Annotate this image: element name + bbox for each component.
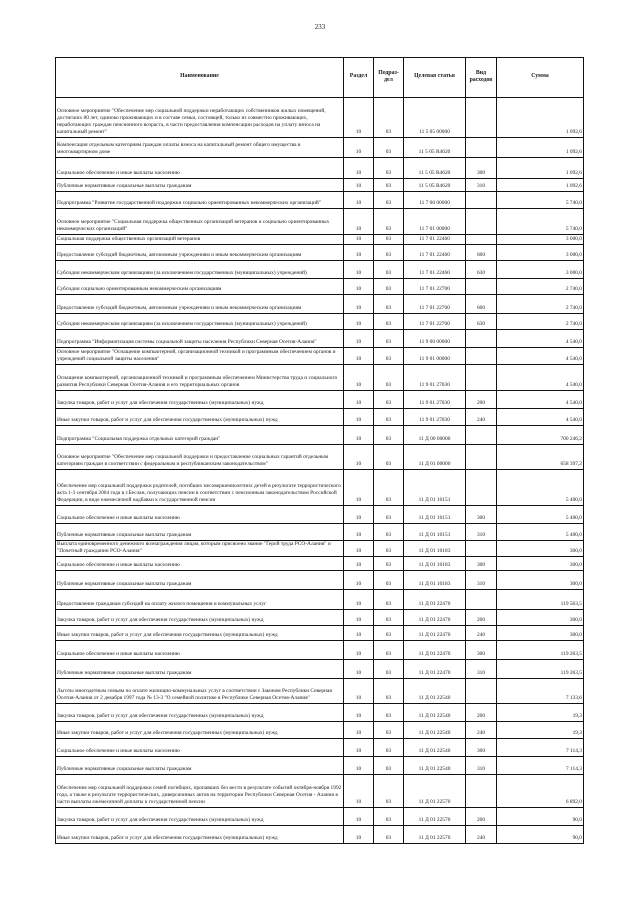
- row-vid-cell: [466, 541, 497, 557]
- row-razdel-cell: 10: [344, 314, 374, 330]
- header-row: [56, 58, 584, 98]
- row-target-cell: 11 Д 01 22570: [404, 775, 466, 808]
- row-target-cell: 11 5 05 00000: [404, 98, 466, 138]
- row-vid-cell: 240: [466, 409, 497, 426]
- row-razdel-cell: 10: [344, 445, 374, 470]
- row-vid-cell: 310: [466, 757, 497, 775]
- row-razdel-cell: 10: [344, 739, 374, 757]
- row-sum-cell: 3 000,0: [497, 235, 584, 245]
- table-row: [56, 470, 584, 506]
- row-razdel-cell: 10: [344, 209, 374, 235]
- table-row: [56, 739, 584, 757]
- row-razdel-cell: 10: [344, 679, 374, 704]
- row-target-cell: 11 Д 01 22570: [404, 808, 466, 826]
- table-row: [56, 704, 584, 722]
- row-name-cell: Социальное обеспечение и иные выплаты населению: [56, 641, 344, 660]
- row-vid-cell: [466, 445, 497, 470]
- row-podrazdel-cell: 03: [374, 235, 404, 245]
- row-razdel-cell: 10: [344, 426, 374, 445]
- row-vid-cell: [466, 470, 497, 506]
- table-row: [56, 445, 584, 470]
- table-row: [56, 626, 584, 641]
- row-razdel-cell: 10: [344, 98, 374, 138]
- row-target-cell: 11 Д 00 00000: [404, 426, 466, 445]
- row-sum-cell: 3 000,0: [497, 245, 584, 261]
- row-vid-cell: 200: [466, 610, 497, 626]
- row-target-cell: 11 Д 01 00000: [404, 445, 466, 470]
- table-row: [56, 757, 584, 775]
- table-row: [56, 426, 584, 445]
- row-podrazdel-cell: 03: [374, 660, 404, 679]
- row-podrazdel-cell: 03: [374, 426, 404, 445]
- table-row: [56, 235, 584, 245]
- row-name-cell: Подпрограмма "Развитие государственной поддержки социально ориентированных некоммерческих организаций": [56, 192, 344, 209]
- row-podrazdel-cell: 03: [374, 179, 404, 192]
- row-target-cell: 11 Д 01 10183: [404, 571, 466, 590]
- table-row: [56, 775, 584, 808]
- row-sum-cell: 7 114,3: [497, 739, 584, 757]
- row-target-cell: 11 Д 01 22540: [404, 722, 466, 739]
- row-name-cell: Публичные нормативные социальные выплаты гражданам: [56, 660, 344, 679]
- row-razdel-cell: 10: [344, 409, 374, 426]
- page-number: 233: [314, 23, 326, 31]
- row-target-cell: 11 9 01 27030: [404, 391, 466, 409]
- row-sum-cell: 2 740,0: [497, 279, 584, 295]
- row-podrazdel-cell: 03: [374, 704, 404, 722]
- row-sum-cell: 658 397,2: [497, 445, 584, 470]
- row-razdel-cell: 10: [344, 808, 374, 826]
- row-name-cell: Льготы многодетным семьям по оплате жилищно-коммунальных услуг в соответствии с Законом Республики Северная Осетия-Алания от 2 декабря 1997 года № 13-3 "О семейной политике в Республике Северная Осетия-Алания": [56, 679, 344, 704]
- row-podrazdel-cell: 03: [374, 506, 404, 524]
- row-podrazdel-cell: 03: [374, 330, 404, 348]
- row-vid-cell: 600: [466, 245, 497, 261]
- row-sum-cell: 4 540,0: [497, 391, 584, 409]
- row-razdel-cell: 10: [344, 660, 374, 679]
- row-vid-cell: 240: [466, 626, 497, 641]
- row-vid-cell: [466, 348, 497, 365]
- row-target-cell: 11 9 00 00000: [404, 330, 466, 348]
- row-sum-cell: 7 114,3: [497, 757, 584, 775]
- row-podrazdel-cell: 03: [374, 314, 404, 330]
- row-vid-cell: 600: [466, 295, 497, 314]
- row-vid-cell: 300: [466, 739, 497, 757]
- row-sum-cell: 5 400,0: [497, 524, 584, 541]
- row-razdel-cell: 10: [344, 506, 374, 524]
- row-sum-cell: 90,0: [497, 808, 584, 826]
- row-sum-cell: 7 133,6: [497, 679, 584, 704]
- row-vid-cell: 310: [466, 660, 497, 679]
- row-razdel-cell: 10: [344, 826, 374, 844]
- row-name-cell: Выплата единовременного денежного вознаграждения лицам, которым присвоено звание "Герой труда РСО-Алания" и "Почетный гражданин РСО-Алания": [56, 541, 344, 557]
- row-target-cell: 11 5 05 R4620: [404, 158, 466, 179]
- row-podrazdel-cell: 03: [374, 158, 404, 179]
- row-podrazdel-cell: 03: [374, 757, 404, 775]
- header-razdel: Раздел: [344, 58, 374, 98]
- row-name-cell: Обеспечение мер социальной поддержки семей погибших, пропавших без вести в результате событий октября-ноября 1992 года, а также в результате террористических, диверсионных актов на территории Республики Северная Осетия - Алания в части выплаты ежемесячной доплаты к государственной пенсии: [56, 775, 344, 808]
- row-vid-cell: 300: [466, 158, 497, 179]
- row-razdel-cell: 10: [344, 365, 374, 391]
- row-sum-cell: 300,0: [497, 571, 584, 590]
- row-sum-cell: 300,0: [497, 610, 584, 626]
- row-vid-cell: [466, 235, 497, 245]
- header-name: Наименование: [56, 58, 344, 98]
- row-razdel-cell: 10: [344, 610, 374, 626]
- row-sum-cell: 1 092,6: [497, 158, 584, 179]
- row-razdel-cell: 10: [344, 557, 374, 571]
- row-name-cell: Иные закупки товаров, работ и услуг для обеспечения государственных (муниципальных) нужд: [56, 826, 344, 844]
- row-target-cell: 11 Д 01 22470: [404, 660, 466, 679]
- row-razdel-cell: 10: [344, 391, 374, 409]
- budget-table-body: [56, 98, 584, 844]
- row-name-cell: Субсидии социально ориентированным некоммерческим организациям: [56, 279, 344, 295]
- row-vid-cell: 630: [466, 261, 497, 279]
- row-podrazdel-cell: 03: [374, 445, 404, 470]
- table-row: [56, 261, 584, 279]
- row-razdel-cell: 10: [344, 524, 374, 541]
- row-podrazdel-cell: 03: [374, 409, 404, 426]
- row-vid-cell: [466, 365, 497, 391]
- row-target-cell: 11 7 01 00000: [404, 209, 466, 235]
- row-name-cell: Закупка товаров, работ и услуг для обеспечения государственных (муниципальных) нужд: [56, 610, 344, 626]
- row-razdel-cell: 10: [344, 235, 374, 245]
- row-podrazdel-cell: 03: [374, 557, 404, 571]
- row-vid-cell: 200: [466, 808, 497, 826]
- table-row: [56, 158, 584, 179]
- row-target-cell: 11 7 00 00000: [404, 192, 466, 209]
- row-name-cell: Иные закупки товаров, работ и услуг для обеспечения государственных (муниципальных) нужд: [56, 409, 344, 426]
- row-vid-cell: 310: [466, 524, 497, 541]
- row-target-cell: 11 Д 01 22570: [404, 826, 466, 844]
- row-podrazdel-cell: 03: [374, 470, 404, 506]
- row-podrazdel-cell: 03: [374, 590, 404, 610]
- row-target-cell: 11 Д 01 22540: [404, 757, 466, 775]
- row-vid-cell: [466, 330, 497, 348]
- row-name-cell: Предоставление субсидий бюджетным, автономным учреждениям и иным некоммерческим организациям: [56, 295, 344, 314]
- row-sum-cell: 2 740,0: [497, 295, 584, 314]
- row-name-cell: Социальное обеспечение и иные выплаты населению: [56, 557, 344, 571]
- row-razdel-cell: 10: [344, 330, 374, 348]
- row-target-cell: 11 Д 01 10151: [404, 470, 466, 506]
- table-row: [56, 138, 584, 158]
- row-target-cell: 11 Д 01 22470: [404, 590, 466, 610]
- row-name-cell: Иные закупки товаров, работ и услуг для обеспечения государственных (муниципальных) нужд: [56, 626, 344, 641]
- row-name-cell: Предоставление субсидий бюджетным, автономным учреждениям и иным некоммерческим организациям: [56, 245, 344, 261]
- row-podrazdel-cell: 03: [374, 348, 404, 365]
- table-row: [56, 330, 584, 348]
- row-target-cell: 11 9 01 27030: [404, 409, 466, 426]
- table-row: [56, 179, 584, 192]
- row-podrazdel-cell: 03: [374, 739, 404, 757]
- row-target-cell: 11 7 01 22700: [404, 279, 466, 295]
- row-name-cell: Компенсация отдельным категориям граждан оплаты взноса на капитальный ремонт общего имущества в многоквартирном доме: [56, 138, 344, 158]
- row-podrazdel-cell: 03: [374, 722, 404, 739]
- row-sum-cell: 5 740,0: [497, 209, 584, 235]
- budget-table: [55, 57, 584, 844]
- row-sum-cell: 19,3: [497, 704, 584, 722]
- row-razdel-cell: 10: [344, 704, 374, 722]
- header-target: Целевая статья: [404, 58, 466, 98]
- row-razdel-cell: 10: [344, 626, 374, 641]
- row-target-cell: 11 Д 01 10151: [404, 524, 466, 541]
- row-vid-cell: 630: [466, 314, 497, 330]
- table-row: [56, 524, 584, 541]
- row-podrazdel-cell: 03: [374, 679, 404, 704]
- row-sum-cell: 6 892,0: [497, 775, 584, 808]
- table-row: [56, 245, 584, 261]
- row-razdel-cell: 10: [344, 590, 374, 610]
- row-target-cell: 11 7 01 22700: [404, 295, 466, 314]
- row-sum-cell: 4 540,0: [497, 330, 584, 348]
- row-podrazdel-cell: 03: [374, 775, 404, 808]
- row-target-cell: 11 9 01 00000: [404, 348, 466, 365]
- row-name-cell: Основное мероприятие "Обеспечение мер социальной поддержки и предоставление социальных гарантий отдельным категориям граждан в соответствии с федеральным и республиканским законодательством": [56, 445, 344, 470]
- row-podrazdel-cell: 03: [374, 98, 404, 138]
- row-podrazdel-cell: 03: [374, 245, 404, 261]
- row-podrazdel-cell: 03: [374, 365, 404, 391]
- row-sum-cell: 300,0: [497, 557, 584, 571]
- table-row: [56, 679, 584, 704]
- table-row: [56, 506, 584, 524]
- row-sum-cell: 2 740,0: [497, 314, 584, 330]
- row-razdel-cell: 10: [344, 641, 374, 660]
- row-vid-cell: [466, 590, 497, 610]
- row-razdel-cell: 10: [344, 279, 374, 295]
- row-razdel-cell: 10: [344, 192, 374, 209]
- header-podrazdel: Подраз- дел: [374, 58, 404, 98]
- table-row: [56, 610, 584, 626]
- row-vid-cell: [466, 426, 497, 445]
- row-podrazdel-cell: 03: [374, 571, 404, 590]
- row-name-cell: Предоставление гражданам субсидий на оплату жилого помещения и коммунальных услуг: [56, 590, 344, 610]
- table-row: [56, 660, 584, 679]
- row-razdel-cell: 10: [344, 245, 374, 261]
- row-razdel-cell: 10: [344, 158, 374, 179]
- row-name-cell: Социальное обеспечение и иные выплаты населению: [56, 158, 344, 179]
- table-row: [56, 641, 584, 660]
- row-vid-cell: [466, 98, 497, 138]
- row-name-cell: Публичные нормативные социальные выплаты гражданам: [56, 757, 344, 775]
- row-razdel-cell: 10: [344, 541, 374, 557]
- row-name-cell: Обеспечение мер социальной поддержки родителей, погибших несовершеннолетних детей в результате террористического акта 1-3 сентября 2004 года в г.Беслан, получающих пенсии в соответствии с пенсионным законодательством Российской Федерации, в виде ежемесячной надбавки к государственной пенсии: [56, 470, 344, 506]
- header-sum: Сумма: [497, 58, 584, 98]
- row-vid-cell: [466, 138, 497, 158]
- row-razdel-cell: 10: [344, 722, 374, 739]
- table-row: [56, 98, 584, 138]
- row-podrazdel-cell: 03: [374, 826, 404, 844]
- row-razdel-cell: 10: [344, 470, 374, 506]
- table-row: [56, 314, 584, 330]
- row-sum-cell: 19,3: [497, 722, 584, 739]
- table-row: [56, 348, 584, 365]
- row-sum-cell: 5 740,0: [497, 192, 584, 209]
- row-podrazdel-cell: 03: [374, 808, 404, 826]
- table-row: [56, 557, 584, 571]
- row-target-cell: 11 Д 01 10151: [404, 506, 466, 524]
- row-target-cell: 11 Д 01 22470: [404, 626, 466, 641]
- row-razdel-cell: 10: [344, 261, 374, 279]
- row-name-cell: Социальное обеспечение и иные выплаты населению: [56, 739, 344, 757]
- row-vid-cell: [466, 192, 497, 209]
- row-sum-cell: 4 540,0: [497, 348, 584, 365]
- row-sum-cell: 300,0: [497, 626, 584, 641]
- row-vid-cell: [466, 279, 497, 295]
- row-target-cell: 11 Д 01 22470: [404, 641, 466, 660]
- row-name-cell: Социальное обеспечение и иные выплаты населению: [56, 506, 344, 524]
- row-vid-cell: 300: [466, 506, 497, 524]
- row-name-cell: Иные закупки товаров, работ и услуг для обеспечения государственных (муниципальных) нужд: [56, 722, 344, 739]
- row-sum-cell: 700 246,2: [497, 426, 584, 445]
- row-sum-cell: 1 092,6: [497, 98, 584, 138]
- row-vid-cell: 300: [466, 557, 497, 571]
- row-sum-cell: 300,0: [497, 541, 584, 557]
- row-target-cell: 11 7 01 22460: [404, 235, 466, 245]
- row-razdel-cell: 10: [344, 757, 374, 775]
- table-row: [56, 541, 584, 557]
- row-vid-cell: 310: [466, 571, 497, 590]
- row-vid-cell: 200: [466, 704, 497, 722]
- table-row: [56, 391, 584, 409]
- table-row: [56, 192, 584, 209]
- row-vid-cell: 310: [466, 179, 497, 192]
- row-target-cell: 11 Д 01 22540: [404, 739, 466, 757]
- row-name-cell: Подпрограмма "Социальная поддержка отдельных категорий граждан": [56, 426, 344, 445]
- row-podrazdel-cell: 03: [374, 209, 404, 235]
- row-sum-cell: 1 092,6: [497, 179, 584, 192]
- row-name-cell: Публичные нормативные социальные выплаты гражданам: [56, 524, 344, 541]
- row-razdel-cell: 10: [344, 295, 374, 314]
- table-row: [56, 826, 584, 844]
- row-vid-cell: [466, 209, 497, 235]
- row-podrazdel-cell: 03: [374, 192, 404, 209]
- table-row: [56, 571, 584, 590]
- row-sum-cell: 5 400,0: [497, 506, 584, 524]
- row-vid-cell: 240: [466, 826, 497, 844]
- row-sum-cell: 4 540,0: [497, 365, 584, 391]
- row-podrazdel-cell: 03: [374, 261, 404, 279]
- row-name-cell: Основное мероприятие "Социальная поддержка общественных организаций ветеранов и социально ориентированных некоммерческих организаций": [56, 209, 344, 235]
- row-sum-cell: 119 563,5: [497, 590, 584, 610]
- row-name-cell: Подпрограмма "Информатизация системы социальной защиты населения Республики Северная Осетия-Алания": [56, 330, 344, 348]
- row-vid-cell: [466, 679, 497, 704]
- row-razdel-cell: 10: [344, 348, 374, 365]
- row-sum-cell: 4 540,0: [497, 409, 584, 426]
- row-podrazdel-cell: 03: [374, 541, 404, 557]
- row-name-cell: Закупка товаров, работ и услуг для обеспечения государственных (муниципальных) нужд: [56, 808, 344, 826]
- header-vid: Вид расходов: [466, 58, 497, 98]
- row-razdel-cell: 10: [344, 179, 374, 192]
- row-target-cell: 11 Д 01 10183: [404, 557, 466, 571]
- row-podrazdel-cell: 03: [374, 641, 404, 660]
- table-row: [56, 295, 584, 314]
- row-podrazdel-cell: 03: [374, 391, 404, 409]
- row-name-cell: Закупка товаров, работ и услуг для обеспечения государственных (муниципальных) нужд: [56, 704, 344, 722]
- row-razdel-cell: 10: [344, 571, 374, 590]
- table-row: [56, 209, 584, 235]
- row-podrazdel-cell: 03: [374, 295, 404, 314]
- row-vid-cell: 300: [466, 641, 497, 660]
- row-target-cell: 11 Д 01 22470: [404, 610, 466, 626]
- row-target-cell: 11 Д 01 22540: [404, 679, 466, 704]
- row-razdel-cell: 10: [344, 138, 374, 158]
- row-target-cell: 11 9 01 27030: [404, 365, 466, 391]
- row-sum-cell: 5 400,0: [497, 470, 584, 506]
- row-target-cell: 11 Д 01 22540: [404, 704, 466, 722]
- row-name-cell: Основное мероприятие "Обеспечение мер социальной поддержки неработающих собственников жилых помещений, достигших 80 лет, одиноко проживающих и в составе семьи, состоящей, только из совместно проживающих, неработающих граждан пенсионного возраста, в части предоставления компенсации расходов на уплату взноса на капитальный ремонт": [56, 98, 344, 138]
- row-name-cell: Основное мероприятие "Оснащение компьютерной, организационной техникой и программным обеспечением органов и учреждений социальной защиты населения": [56, 348, 344, 365]
- row-name-cell: Социальная поддержка общественных организаций ветеранов: [56, 235, 344, 245]
- table-row: [56, 365, 584, 391]
- row-name-cell: Публичные нормативные социальные выплаты гражданам: [56, 571, 344, 590]
- table-header: [56, 58, 584, 98]
- row-name-cell: Публичные нормативные социальные выплаты гражданам: [56, 179, 344, 192]
- row-podrazdel-cell: 03: [374, 138, 404, 158]
- row-vid-cell: 200: [466, 391, 497, 409]
- row-target-cell: 11 Д 01 10183: [404, 541, 466, 557]
- row-name-cell: Субсидии некоммерческим организациям (за исключением государственных (муниципальных) учреждений): [56, 314, 344, 330]
- row-target-cell: 11 5 05 R4620: [404, 179, 466, 192]
- row-name-cell: Субсидии некоммерческим организациям (за исключением государственных (муниципальных) учреждений): [56, 261, 344, 279]
- row-podrazdel-cell: 03: [374, 610, 404, 626]
- row-sum-cell: 90,0: [497, 826, 584, 844]
- table-row: [56, 409, 584, 426]
- row-sum-cell: 119 263,5: [497, 660, 584, 679]
- row-sum-cell: 119 263,5: [497, 641, 584, 660]
- row-vid-cell: 240: [466, 722, 497, 739]
- row-sum-cell: 1 092,6: [497, 138, 584, 158]
- table-row: [56, 808, 584, 826]
- row-podrazdel-cell: 03: [374, 279, 404, 295]
- row-target-cell: 11 7 01 22700: [404, 314, 466, 330]
- row-target-cell: 11 7 01 22460: [404, 261, 466, 279]
- row-name-cell: Оснащение компьютерной, организационной техникой и программным обеспечением Министерства труда и социального развития Республики Северная Осетия-Алания и его территориальных органов: [56, 365, 344, 391]
- table-row: [56, 279, 584, 295]
- row-sum-cell: 3 000,0: [497, 261, 584, 279]
- row-target-cell: 11 5 05 R4620: [404, 138, 466, 158]
- row-podrazdel-cell: 03: [374, 626, 404, 641]
- table-row: [56, 590, 584, 610]
- row-name-cell: Закупка товаров, работ и услуг для обеспечения государственных (муниципальных) нужд: [56, 391, 344, 409]
- row-vid-cell: [466, 775, 497, 808]
- table-row: [56, 722, 584, 739]
- row-target-cell: 11 7 01 22460: [404, 245, 466, 261]
- row-razdel-cell: 10: [344, 775, 374, 808]
- row-podrazdel-cell: 03: [374, 524, 404, 541]
